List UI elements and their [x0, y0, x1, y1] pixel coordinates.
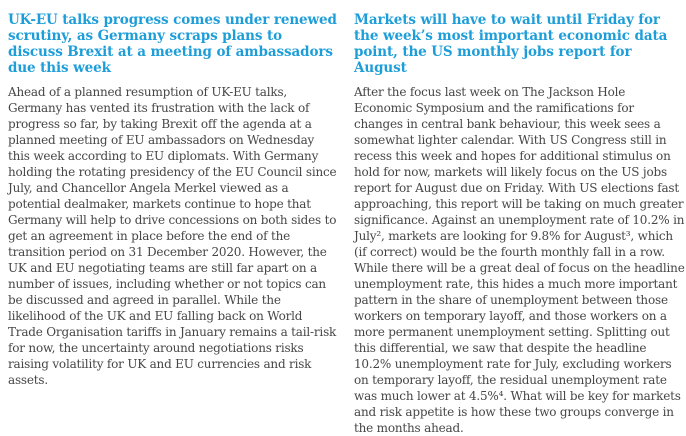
article-heading-us-jobs-report: Markets will have to wait until Friday for the week’s most important economic data point, the US monthly jobs report for August [354, 12, 668, 76]
article-us-jobs-report [354, 12, 685, 435]
article-body-uk-eu-talks: Ahead of a planned resumption of UK-EU talks, Germany has vented its frustration with the lack of progress so far, by taking Brexit off the agenda at a planned meeting of EU ambassadors on Wednesday this week according to EU diplomats. With Germany holding the rotating presidency of the EU Council since July, and Chancellor Angela Merkel viewed as a potential dealmaker, markets continue to hope that Germany will help to drive concessions on both sides to get an agreement in place before the end of the transition period on 31 December 2020. However, the UK and EU negotiating teams are still far apart on a number of issues, including whether or not topics can be discussed and agreed in parallel. While the likelihood of the UK and EU falling back on World Trade Organisation tariffs in January remains a tail-risk for now, the uncertainty around negotiations risks raising volatility for UK and EU currencies and risk assets. [8, 85, 337, 387]
article-heading-uk-eu-talks: UK-EU talks progress comes under renewed scrutiny, as Germany scraps plans to discuss Brexit at a meeting of ambassadors due this week [8, 12, 337, 76]
article-uk-eu-talks [8, 12, 339, 405]
article-body-us-jobs-report: After the focus last week on The Jackson Hole Economic Symposium and the ramifications for changes in central bank behaviour, this week sees a somewhat lighter calendar. With US Congress still in recess this week and hopes for additional stimulus on hold for now, markets will likely focus on the US jobs report for August due on Friday. With US elections fast approaching, this report will be taking on much greater significance. Against an unemployment rate of 10.2% in July², markets are looking for 9.8% for August³, which (if correct) would be the fourth monthly fall in a row. While there will be a great deal of focus on the headline unemployment rate, this hides a much more important pattern in the share of unemployment between those workers on temporary layoff, and those workers on a more permanent unemployment setting. Splitting out this differential, we saw that despite the headline 10.2% unemployment rate for July, excluding workers on temporary layoff, the residual unemployment rate was much lower at 4.5%⁴. What will be key for markets and risk appetite is how these two groups converge in the months ahead. [354, 85, 685, 435]
